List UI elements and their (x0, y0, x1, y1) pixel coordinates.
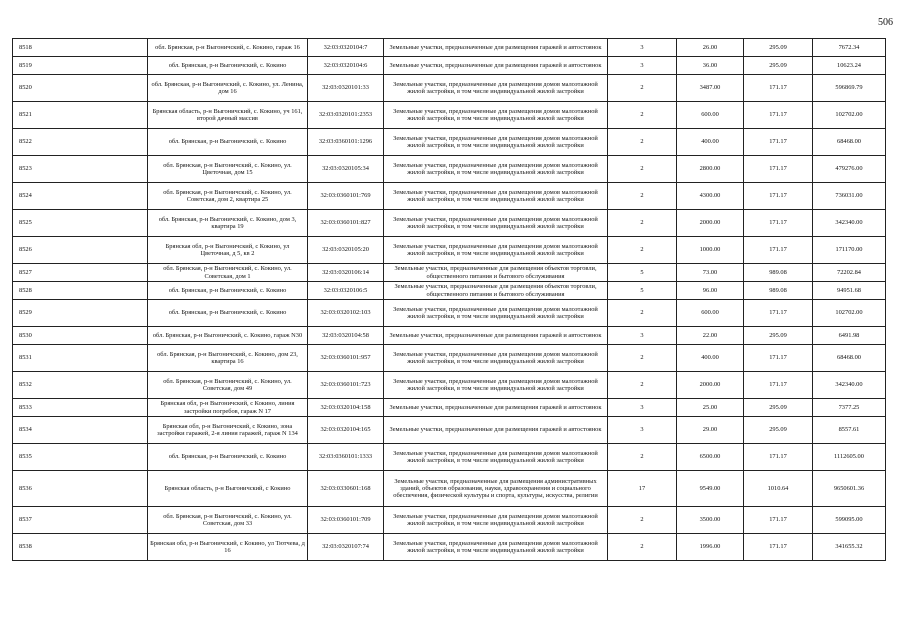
specific-value-cell: 171.17 (744, 507, 813, 534)
cadastral-number-cell: 32:03:0320102:103 (308, 300, 384, 327)
use-group-cell: 3 (608, 327, 677, 345)
use-group-cell: 5 (608, 282, 677, 300)
use-group-cell: 2 (608, 129, 677, 156)
table-row (13, 507, 886, 534)
land-use-cell: Земельные участки, предназначенные для размещения домов малоэтажной жилой застройки, в том числе индивидуальной жилой застройки (384, 102, 608, 129)
cadastral-number-cell: 32:03:0360101:1296 (308, 129, 384, 156)
specific-value-cell: 295.09 (744, 57, 813, 75)
cadastral-number-cell: 32:03:0320104:7 (308, 39, 384, 57)
area-cell: 2000.00 (677, 372, 744, 399)
land-use-cell: Земельные участки, предназначенные для размещения домов малоэтажной жилой застройки, в том числе индивидуальной жилой застройки (384, 300, 608, 327)
land-use-cell: Земельные участки, предназначенные для размещения домов малоэтажной жилой застройки, в том числе индивидуальной жилой застройки (384, 156, 608, 183)
cadastral-value-cell: 9650601.36 (813, 471, 886, 507)
use-group-cell: 2 (608, 183, 677, 210)
address-cell: обл. Брянская, р-н Выгоничский, с. Кокино, ул. Советская, дом 2, квартира 25 (148, 183, 308, 210)
cadastral-number-cell: 32:03:0360101:1333 (308, 444, 384, 471)
area-cell: 4300.00 (677, 183, 744, 210)
row-number-cell: 8527 (13, 264, 148, 282)
row-number-cell: 8536 (13, 471, 148, 507)
use-group-cell: 2 (608, 372, 677, 399)
land-use-cell: Земельные участки, предназначенные для размещения домов малоэтажной жилой застройки, в том числе индивидуальной жилой застройки (384, 210, 608, 237)
table-row (13, 399, 886, 417)
table-row (13, 102, 886, 129)
table-row (13, 534, 886, 561)
cadastral-value-cell: 342340.00 (813, 210, 886, 237)
area-cell: 2000.00 (677, 210, 744, 237)
land-use-cell: Земельные участки, предназначенные для размещения домов малоэтажной жилой застройки, в том числе индивидуальной жилой застройки (384, 75, 608, 102)
cadastral-number-cell: 32:03:0320105:20 (308, 237, 384, 264)
specific-value-cell: 171.17 (744, 129, 813, 156)
cadastral-value-cell: 171170.00 (813, 237, 886, 264)
table-body (13, 39, 886, 561)
table-row (13, 300, 886, 327)
row-number-cell: 8535 (13, 444, 148, 471)
cadastral-number-cell: 32:03:0320104:165 (308, 417, 384, 444)
row-number-cell: 8526 (13, 237, 148, 264)
specific-value-cell: 171.17 (744, 102, 813, 129)
cadastral-number-cell: 32:03:0320104:58 (308, 327, 384, 345)
area-cell: 29.00 (677, 417, 744, 444)
cadastral-value-cell: 7672.34 (813, 39, 886, 57)
address-cell: обл. Брянская, р-н Выгоничский, с. Кокино, ул. Ленина, дом 16 (148, 75, 308, 102)
cadastral-number-cell: 32:03:0330601:168 (308, 471, 384, 507)
address-cell: обл. Брянская, р-н Выгоничский, с. Кокино (148, 282, 308, 300)
specific-value-cell: 295.09 (744, 399, 813, 417)
cadastral-value-cell: 68468.00 (813, 345, 886, 372)
area-cell: 73.00 (677, 264, 744, 282)
cadastral-number-cell: 32:03:0320104:158 (308, 399, 384, 417)
cadastral-number-cell: 32:03:0320107:74 (308, 534, 384, 561)
row-number-cell: 8520 (13, 75, 148, 102)
address-cell: Брянская область, р-н Выгоничский, с Кокино (148, 471, 308, 507)
cadastral-value-cell: 342340.00 (813, 372, 886, 399)
cadastral-value-cell: 8557.61 (813, 417, 886, 444)
address-cell: Брянская обл, р-н Выгоничский, с Кокино, ул Цветочная, д 5, кв 2 (148, 237, 308, 264)
cadastral-value-cell: 72202.84 (813, 264, 886, 282)
address-cell: Брянская область, р-н Выгоничский, с. Кокино, уч 161, второй дачный массив (148, 102, 308, 129)
row-number-cell: 8537 (13, 507, 148, 534)
table-row (13, 39, 886, 57)
cadastral-value-cell: 736031.00 (813, 183, 886, 210)
table-row (13, 210, 886, 237)
row-number-cell: 8522 (13, 129, 148, 156)
address-cell: обл. Брянская, р-н Выгоничский, с. Кокино (148, 300, 308, 327)
row-number-cell: 8528 (13, 282, 148, 300)
area-cell: 25.00 (677, 399, 744, 417)
page-number: 506 (878, 17, 893, 28)
land-use-cell: Земельные участки, предназначенные для размещения домов малоэтажной жилой застройки, в том числе индивидуальной жилой застройки (384, 372, 608, 399)
cadastral-value-cell: 596869.79 (813, 75, 886, 102)
use-group-cell: 2 (608, 534, 677, 561)
cadastral-value-cell: 10623.24 (813, 57, 886, 75)
area-cell: 6500.00 (677, 444, 744, 471)
table-row (13, 327, 886, 345)
land-use-cell: Земельные участки, предназначенные для размещения домов малоэтажной жилой застройки, в том числе индивидуальной жилой застройки (384, 534, 608, 561)
row-number-cell: 8521 (13, 102, 148, 129)
address-cell: обл. Брянская, р-н Выгоничский, с. Кокино, ул. Советская, дом 1 (148, 264, 308, 282)
address-cell: обл. Брянская, р-н Выгоничский, с. Кокино, дом 3, квартира 19 (148, 210, 308, 237)
table-row (13, 156, 886, 183)
address-cell: обл. Брянская, р-н Выгоничский, с. Кокино (148, 57, 308, 75)
area-cell: 22.00 (677, 327, 744, 345)
area-cell: 2800.00 (677, 156, 744, 183)
use-group-cell: 3 (608, 39, 677, 57)
specific-value-cell: 989.08 (744, 282, 813, 300)
land-use-cell: Земельные участки, предназначенные для размещения гаражей и автостоянок (384, 327, 608, 345)
cadastral-value-cell: 102702.00 (813, 102, 886, 129)
land-use-cell: Земельные участки, предназначенные для размещения домов малоэтажной жилой застройки, в том числе индивидуальной жилой застройки (384, 183, 608, 210)
use-group-cell: 2 (608, 237, 677, 264)
cadastral-number-cell: 32:03:0320101:2353 (308, 102, 384, 129)
use-group-cell: 2 (608, 102, 677, 129)
table-row (13, 75, 886, 102)
area-cell: 1996.00 (677, 534, 744, 561)
area-cell: 600.00 (677, 102, 744, 129)
row-number-cell: 8533 (13, 399, 148, 417)
cadastral-value-cell: 6491.98 (813, 327, 886, 345)
table-row (13, 57, 886, 75)
table-row (13, 264, 886, 282)
area-cell: 3500.00 (677, 507, 744, 534)
use-group-cell: 3 (608, 399, 677, 417)
cadastral-value-cell: 1112605.00 (813, 444, 886, 471)
cadastral-value-table (12, 38, 886, 561)
specific-value-cell: 171.17 (744, 156, 813, 183)
cadastral-number-cell: 32:03:0360101:769 (308, 183, 384, 210)
table-row (13, 444, 886, 471)
cadastral-number-cell: 32:03:0320104:6 (308, 57, 384, 75)
table-row (13, 372, 886, 399)
land-use-cell: Земельные участки, предназначенные для размещения гаражей и автостоянок (384, 39, 608, 57)
address-cell: обл. Брянская, р-н Выгоничский, с. Кокино, ул. Советская, дом 49 (148, 372, 308, 399)
area-cell: 400.00 (677, 345, 744, 372)
address-cell: обл. Брянская, р-н Выгоничский, с. Кокино, дом 23, квартира 16 (148, 345, 308, 372)
cadastral-value-cell: 7377.25 (813, 399, 886, 417)
specific-value-cell: 171.17 (744, 183, 813, 210)
specific-value-cell: 295.09 (744, 327, 813, 345)
address-cell: обл. Брянская, р-н Выгоничский, с. Кокино, ул. Цветочная, дом 15 (148, 156, 308, 183)
row-number-cell: 8534 (13, 417, 148, 444)
area-cell: 36.00 (677, 57, 744, 75)
row-number-cell: 8524 (13, 183, 148, 210)
use-group-cell: 2 (608, 444, 677, 471)
cadastral-value-cell: 68468.00 (813, 129, 886, 156)
cadastral-number-cell: 32:03:0360101:957 (308, 345, 384, 372)
cadastral-value-cell: 479276.00 (813, 156, 886, 183)
table-row (13, 282, 886, 300)
land-use-cell: Земельные участки, предназначенные для размещения гаражей и автостоянок (384, 57, 608, 75)
cadastral-number-cell: 32:03:0360101:827 (308, 210, 384, 237)
row-number-cell: 8538 (13, 534, 148, 561)
address-cell: обл. Брянская, р-н Выгоничский, с. Кокино, гараж N30 (148, 327, 308, 345)
cadastral-number-cell: 32:03:0320106:14 (308, 264, 384, 282)
area-cell: 600.00 (677, 300, 744, 327)
cadastral-value-cell: 102702.00 (813, 300, 886, 327)
land-use-cell: Земельные участки, предназначенные для размещения гаражей и автостоянок (384, 417, 608, 444)
use-group-cell: 3 (608, 57, 677, 75)
use-group-cell: 3 (608, 417, 677, 444)
specific-value-cell: 295.09 (744, 39, 813, 57)
row-number-cell: 8532 (13, 372, 148, 399)
cadastral-number-cell: 32:03:0320106:5 (308, 282, 384, 300)
land-use-cell: Земельные участки, предназначенные для размещения объектов торговли, общественного питания и бытового обслуживания (384, 282, 608, 300)
cadastral-value-cell: 94951.68 (813, 282, 886, 300)
row-number-cell: 8523 (13, 156, 148, 183)
area-cell: 26.00 (677, 39, 744, 57)
table-row (13, 345, 886, 372)
cadastral-value-cell: 341655.32 (813, 534, 886, 561)
area-cell: 96.00 (677, 282, 744, 300)
use-group-cell: 2 (608, 210, 677, 237)
use-group-cell: 2 (608, 156, 677, 183)
address-cell: обл. Брянская, р-н Выгоничский, с. Кокино (148, 444, 308, 471)
table-row (13, 129, 886, 156)
specific-value-cell: 171.17 (744, 300, 813, 327)
land-use-cell: Земельные участки, предназначенные для размещения домов малоэтажной жилой застройки, в том числе индивидуальной жилой застройки (384, 345, 608, 372)
cadastral-number-cell: 32:03:0320105:34 (308, 156, 384, 183)
address-cell: обл. Брянская, р-н Выгоничский, с. Кокино (148, 129, 308, 156)
specific-value-cell: 171.17 (744, 372, 813, 399)
cadastral-number-cell: 32:03:0360101:709 (308, 507, 384, 534)
cadastral-number-cell: 32:03:0320101:33 (308, 75, 384, 102)
use-group-cell: 2 (608, 507, 677, 534)
address-cell: Брянская обл, р-н Выгоничский, с Кокино, зона застройки гаражей, 2-я линия гаражей, гараж N 134 (148, 417, 308, 444)
specific-value-cell: 295.09 (744, 417, 813, 444)
specific-value-cell: 171.17 (744, 210, 813, 237)
specific-value-cell: 171.17 (744, 534, 813, 561)
area-cell: 400.00 (677, 129, 744, 156)
use-group-cell: 2 (608, 75, 677, 102)
table-row (13, 237, 886, 264)
area-cell: 3487.00 (677, 75, 744, 102)
table-row (13, 183, 886, 210)
area-cell: 9549.00 (677, 471, 744, 507)
row-number-cell: 8531 (13, 345, 148, 372)
use-group-cell: 2 (608, 300, 677, 327)
land-use-cell: Земельные участки, предназначенные для размещения домов малоэтажной жилой застройки, в том числе индивидуальной жилой застройки (384, 507, 608, 534)
row-number-cell: 8518 (13, 39, 148, 57)
cadastral-number-cell: 32:03:0360101:723 (308, 372, 384, 399)
address-cell: Брянская обл, р-н Выгоничский, с Кокино, ул Тютчева, д 16 (148, 534, 308, 561)
specific-value-cell: 171.17 (744, 345, 813, 372)
specific-value-cell: 171.17 (744, 75, 813, 102)
land-use-cell: Земельные участки, предназначенные для размещения административных зданий, объектов образования, науки, здравоохранения и социального обеспечения, физической культуры и спорта, культуры, искусства, религии (384, 471, 608, 507)
land-use-cell: Земельные участки, предназначенные для размещения объектов торговли, общественного питания и бытового обслуживания (384, 264, 608, 282)
use-group-cell: 5 (608, 264, 677, 282)
land-use-cell: Земельные участки, предназначенные для размещения домов малоэтажной жилой застройки, в том числе индивидуальной жилой застройки (384, 129, 608, 156)
table-row (13, 471, 886, 507)
specific-value-cell: 1010.64 (744, 471, 813, 507)
address-cell: Брянская обл, р-н Выгоничский, с Кокино, линия застройки погребов, гараж N 17 (148, 399, 308, 417)
row-number-cell: 8529 (13, 300, 148, 327)
area-cell: 1000.00 (677, 237, 744, 264)
address-cell: обл. Брянская, р-н Выгоничский, с. Кокино, гараж 16 (148, 39, 308, 57)
row-number-cell: 8525 (13, 210, 148, 237)
row-number-cell: 8530 (13, 327, 148, 345)
specific-value-cell: 171.17 (744, 444, 813, 471)
table-row (13, 417, 886, 444)
cadastral-value-cell: 599095.00 (813, 507, 886, 534)
land-use-cell: Земельные участки, предназначенные для размещения домов малоэтажной жилой застройки, в том числе индивидуальной жилой застройки (384, 237, 608, 264)
use-group-cell: 2 (608, 345, 677, 372)
specific-value-cell: 171.17 (744, 237, 813, 264)
address-cell: обл. Брянская, р-н Выгоничский, с. Кокино, ул. Советская, дом 33 (148, 507, 308, 534)
specific-value-cell: 989.08 (744, 264, 813, 282)
land-use-cell: Земельные участки, предназначенные для размещения домов малоэтажной жилой застройки, в том числе индивидуальной жилой застройки (384, 444, 608, 471)
use-group-cell: 17 (608, 471, 677, 507)
row-number-cell: 8519 (13, 57, 148, 75)
land-use-cell: Земельные участки, предназначенные для размещения гаражей и автостоянок (384, 399, 608, 417)
